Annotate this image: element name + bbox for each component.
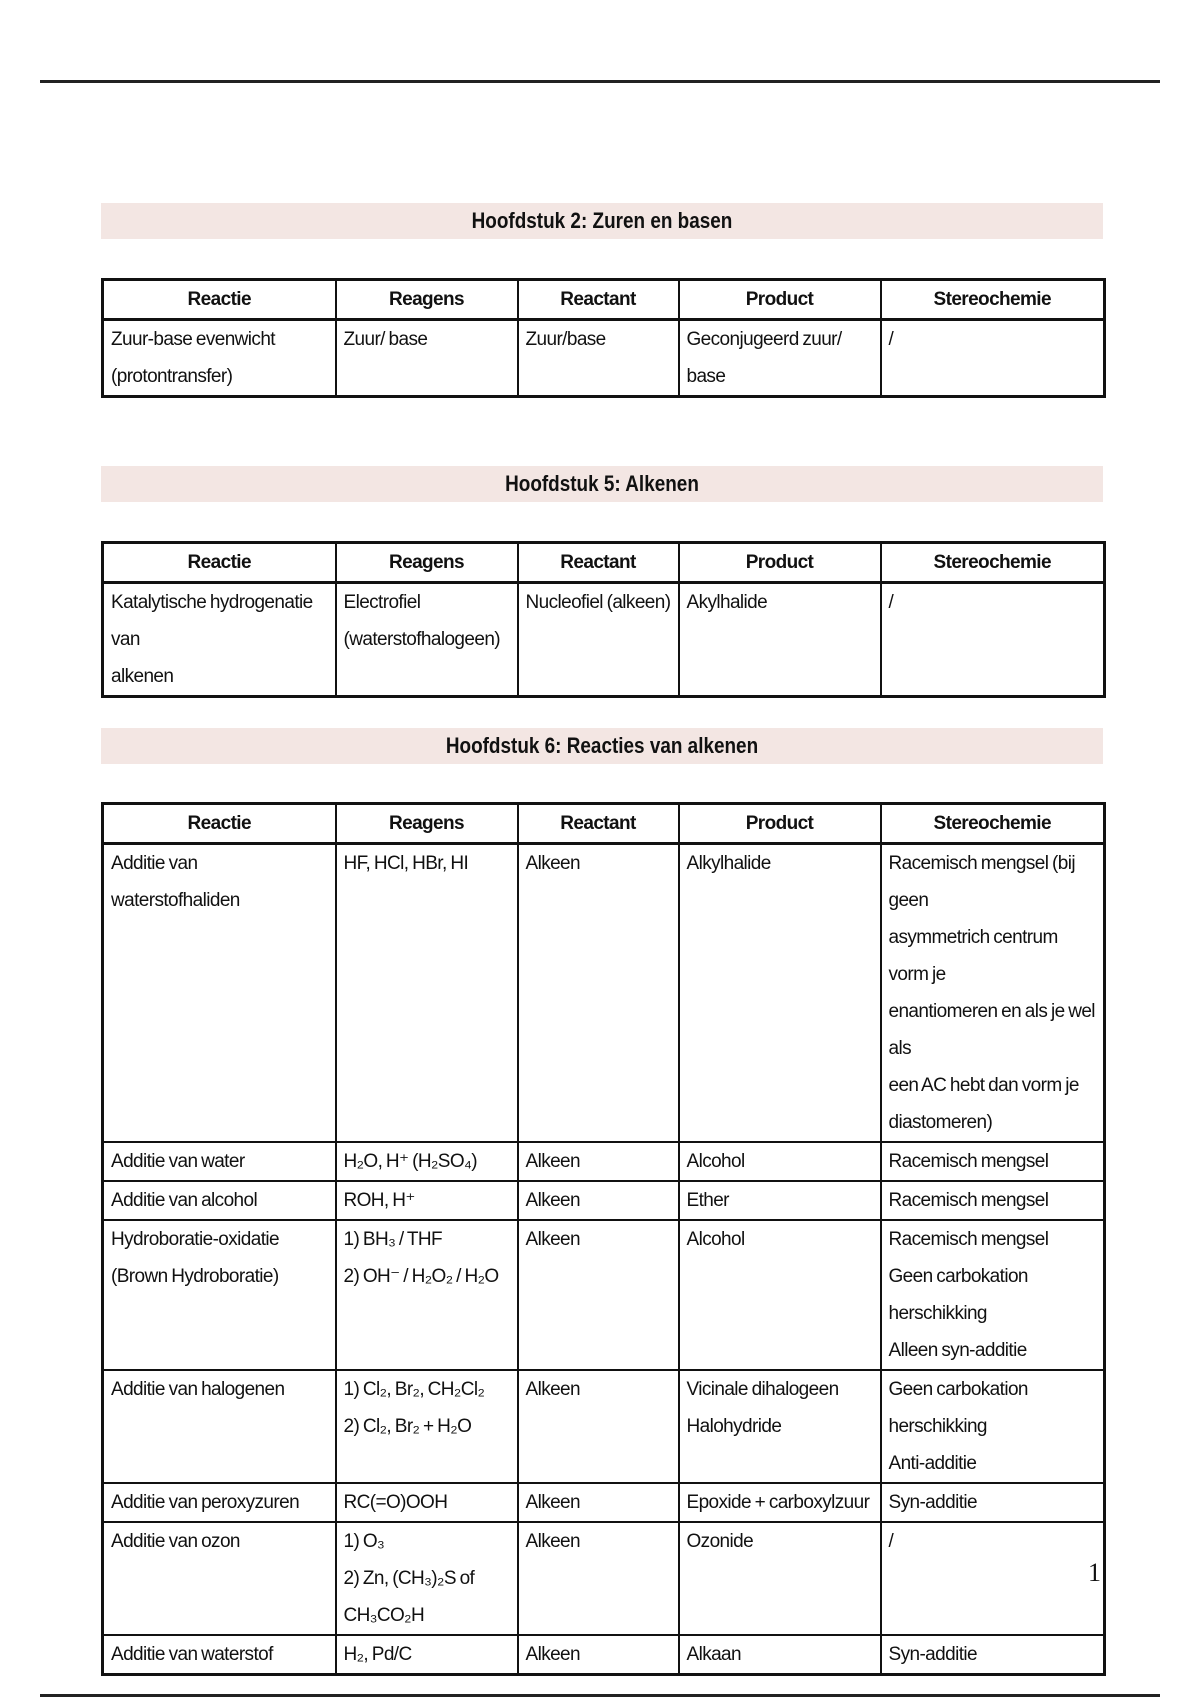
col-header-reactie: Reactie: [103, 280, 336, 320]
cell-reactie: Additie van halogenen: [103, 1370, 336, 1483]
cell-reactie: Additie van water: [103, 1142, 336, 1181]
cell-product: Ether: [679, 1181, 881, 1220]
section-title: Hoofdstuk 2: Zuren en basen: [171, 203, 1033, 239]
col-header-reagens: Reagens: [336, 543, 518, 583]
col-header-reactant: Reactant: [518, 543, 679, 583]
table-row: [103, 1370, 1105, 1483]
col-header-reactie: Reactie: [103, 804, 336, 844]
cell-reactant: Alkeen: [518, 844, 679, 1143]
section-title: Hoofdstuk 5: Alkenen: [171, 466, 1033, 502]
table-row: [103, 1142, 1105, 1181]
section-header-ch6: [101, 728, 1103, 764]
table-row: [103, 1181, 1105, 1220]
cell-product: Geconjugeerd zuur/ base: [679, 320, 881, 397]
cell-reactie: Additie van peroxyzuren: [103, 1483, 336, 1522]
cell-reagens: H₂, Pd/C: [336, 1635, 518, 1675]
cell-reagens: Zuur/ base: [336, 320, 518, 397]
cell-reactie: Katalytische hydrogenatie van alkenen: [103, 583, 336, 697]
cell-reactant: Zuur/base: [518, 320, 679, 397]
col-header-product: Product: [679, 280, 881, 320]
cell-reactant: Alkeen: [518, 1483, 679, 1522]
top-rule: [40, 80, 1160, 83]
table-row: [103, 1522, 1105, 1635]
cell-product: Alcohol: [679, 1142, 881, 1181]
section-title: Hoofdstuk 6: Reacties van alkenen: [171, 728, 1033, 764]
section-header-ch5: [101, 466, 1103, 502]
section-header-ch2: [101, 203, 1103, 239]
cell-reactant: Alkeen: [518, 1142, 679, 1181]
bottom-rule: [40, 1694, 1160, 1697]
cell-stereochemie: /: [881, 320, 1105, 397]
cell-reactant: Alkeen: [518, 1522, 679, 1635]
cell-reactant: Alkeen: [518, 1220, 679, 1370]
cell-stereochemie: Geen carbokation herschikking Anti-additie: [881, 1370, 1105, 1483]
cell-reagens: HF, HCl, HBr, HI: [336, 844, 518, 1143]
cell-product: Vicinale dihalogeen Halohydride: [679, 1370, 881, 1483]
reaction-table-ch6: [101, 802, 1106, 1676]
cell-stereochemie: Racemisch mengsel: [881, 1181, 1105, 1220]
cell-reagens: H₂O, H⁺ (H₂SO₄): [336, 1142, 518, 1181]
cell-stereochemie: /: [881, 583, 1105, 697]
table-row: [103, 1220, 1105, 1370]
cell-product: Alkylhalide: [679, 844, 881, 1143]
col-header-reactant: Reactant: [518, 804, 679, 844]
reaction-table-ch5: [101, 541, 1106, 698]
cell-reagens: RC(=O)OOH: [336, 1483, 518, 1522]
cell-product: Ozonide: [679, 1522, 881, 1635]
cell-reagens: Electrofiel (waterstofhalogeen): [336, 583, 518, 697]
col-header-reactie: Reactie: [103, 543, 336, 583]
col-header-stereochemie: Stereochemie: [881, 804, 1105, 844]
cell-reactant: Alkeen: [518, 1370, 679, 1483]
col-header-reagens: Reagens: [336, 804, 518, 844]
table-row: [103, 320, 1105, 397]
cell-reactant: Nucleofiel (alkeen): [518, 583, 679, 697]
cell-reagens: 1) Cl₂, Br₂, CH₂Cl₂ 2) Cl₂, Br₂ + H₂O: [336, 1370, 518, 1483]
cell-reagens: ROH, H⁺: [336, 1181, 518, 1220]
col-header-stereochemie: Stereochemie: [881, 280, 1105, 320]
cell-product: Akylhalide: [679, 583, 881, 697]
cell-reactie: Zuur-base evenwicht (protontransfer): [103, 320, 336, 397]
col-header-reactant: Reactant: [518, 280, 679, 320]
col-header-product: Product: [679, 543, 881, 583]
page-number: 1: [1088, 1558, 1101, 1587]
cell-reactant: Alkeen: [518, 1635, 679, 1675]
cell-stereochemie: Racemisch mengsel Geen carbokation herschikking Alleen syn-additie: [881, 1220, 1105, 1370]
col-header-product: Product: [679, 804, 881, 844]
cell-stereochemie: Syn-additie: [881, 1483, 1105, 1522]
cell-stereochemie: Racemisch mengsel: [881, 1142, 1105, 1181]
table-row: [103, 1483, 1105, 1522]
cell-reagens: 1) O₃ 2) Zn, (CH₃)₂S of CH₃CO₂H: [336, 1522, 518, 1635]
col-header-stereochemie: Stereochemie: [881, 543, 1105, 583]
cell-reactie: Additie van waterstof: [103, 1635, 336, 1675]
cell-stereochemie: Syn-additie: [881, 1635, 1105, 1675]
table-row: [103, 583, 1105, 697]
cell-reactie: Additie van waterstofhaliden: [103, 844, 336, 1143]
table-row: [103, 1635, 1105, 1675]
cell-reactie: Additie van ozon: [103, 1522, 336, 1635]
cell-reactie: Hydroboratie-oxidatie (Brown Hydroboratie): [103, 1220, 336, 1370]
reaction-table-ch2: [101, 278, 1106, 398]
cell-product: Epoxide + carboxylzuur: [679, 1483, 881, 1522]
cell-reactie: Additie van alcohol: [103, 1181, 336, 1220]
cell-stereochemie: Racemisch mengsel (bij geen asymmetrich centrum vorm je enantiomeren en als je wel als een AC hebt dan vorm je diastomeren): [881, 844, 1105, 1143]
cell-reagens: 1) BH₃ / THF 2) OH⁻ / H₂O₂ / H₂O: [336, 1220, 518, 1370]
table-row: [103, 844, 1105, 1143]
cell-reactant: Alkeen: [518, 1181, 679, 1220]
cell-product: Alcohol: [679, 1220, 881, 1370]
col-header-reagens: Reagens: [336, 280, 518, 320]
cell-product: Alkaan: [679, 1635, 881, 1675]
cell-stereochemie: /: [881, 1522, 1105, 1635]
